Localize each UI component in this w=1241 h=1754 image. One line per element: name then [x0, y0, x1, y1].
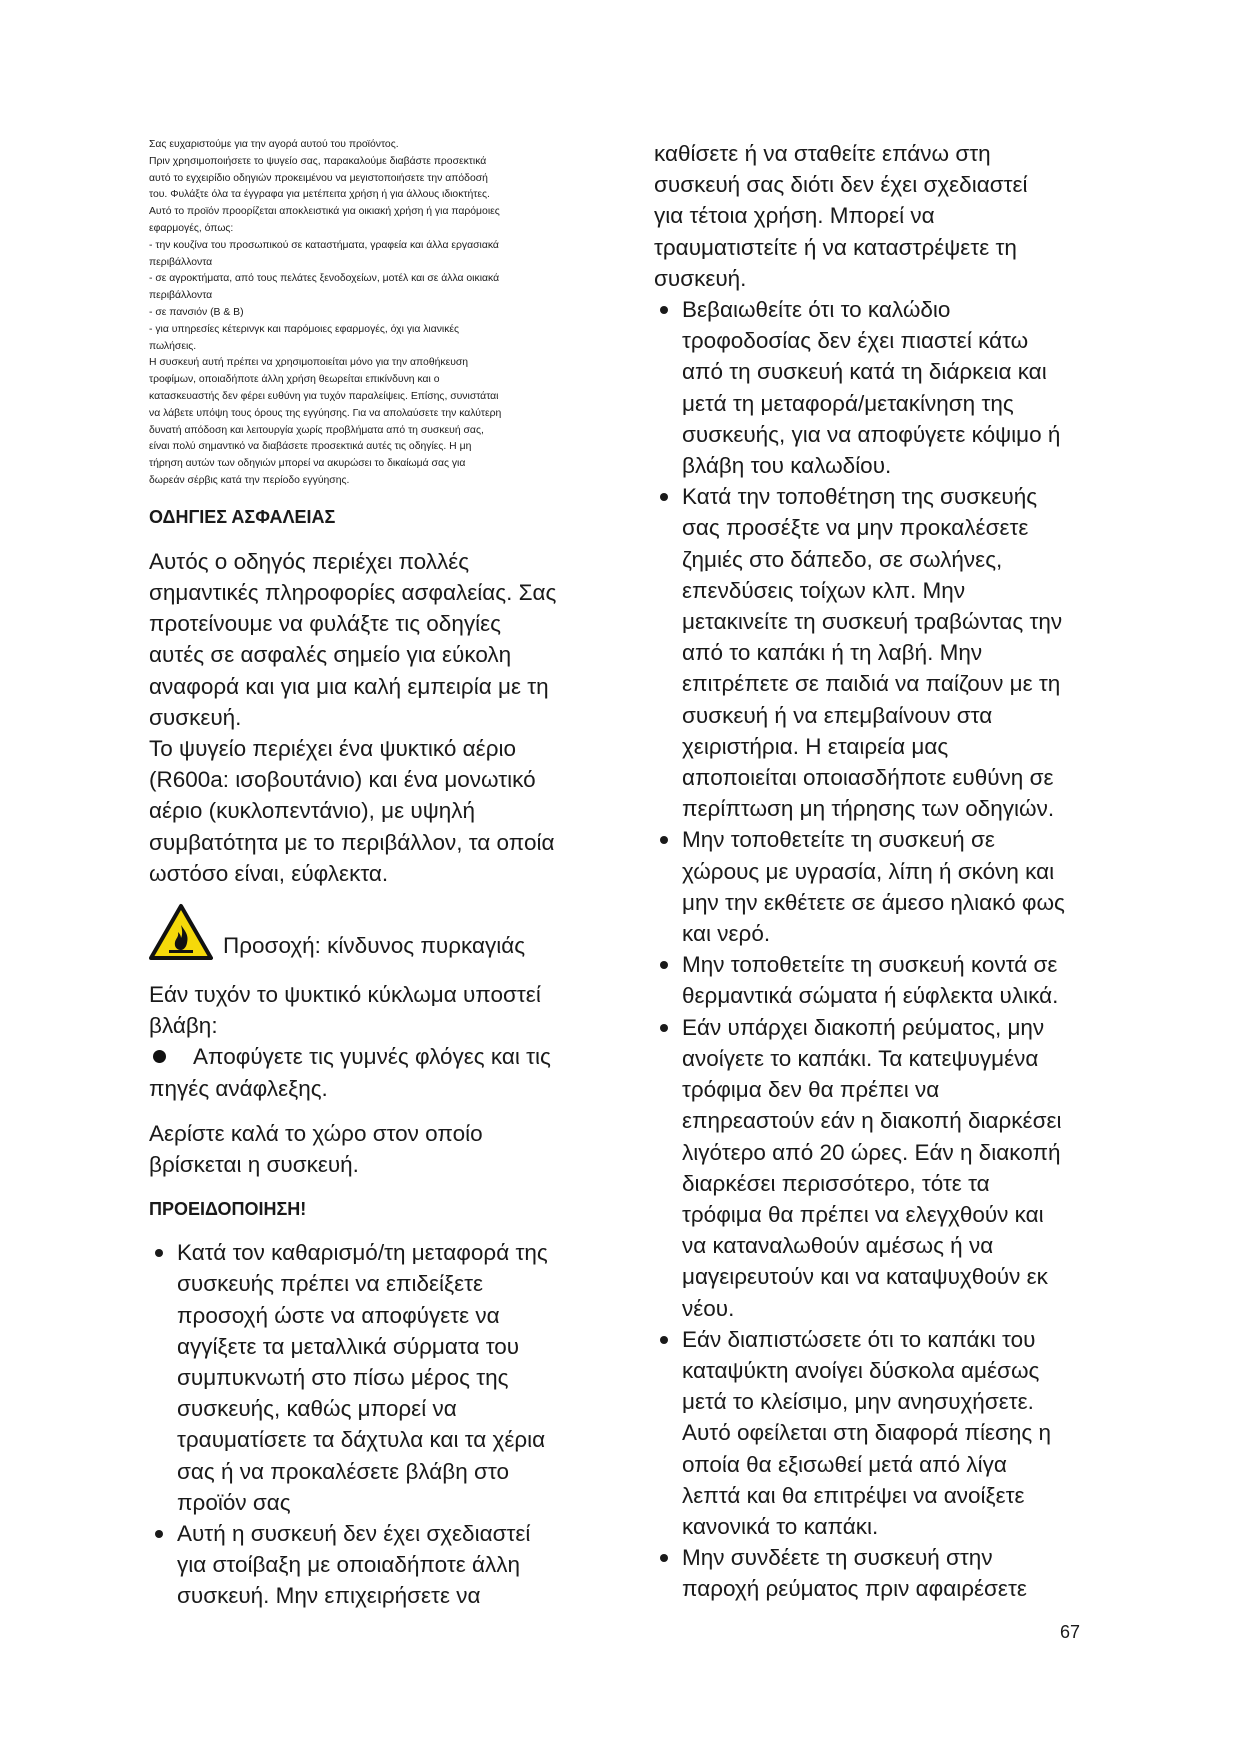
text-line: Εάν υπάρχει διακοπή ρεύματος, μην: [682, 1014, 1045, 1040]
intro-line: του. Φυλάξτε όλα τα έγγραφα για μετέπειτα χρήση ή για άλλους ιδιοκτήτες.: [149, 189, 490, 201]
intro-line: Η συσκευή αυτή πρέπει να χρησιμοποιείται μόνο για την αποθήκευση: [149, 357, 469, 369]
bullet-item: [654, 1542, 1114, 1604]
safety-paragraph-1: [149, 546, 589, 733]
bullet-dot: [660, 493, 668, 501]
text-line: αποποιείται οποιασδήποτε ευθύνη σε: [682, 765, 1054, 791]
bullet-item: [149, 1237, 589, 1518]
text-line: να καταναλωθούν αμέσως ή να: [682, 1233, 994, 1259]
text-line: αναφορά και για μια καλή εμπειρία με τη: [149, 673, 549, 699]
bullet-dot: [660, 961, 668, 969]
text-line: επηρεαστούν εάν η διακοπή διαρκέσει: [682, 1108, 1062, 1134]
bullet-item: [149, 1518, 589, 1612]
text-line: ωστόσο είναι, εύφλεκτα.: [149, 860, 389, 886]
text-line: Το ψυγείο περιέχει ένα ψυκτικό αέριο: [149, 735, 517, 761]
bullet-item: [654, 1012, 1114, 1324]
text-line: σημαντικές πληροφορίες ασφαλείας. Σας: [149, 579, 557, 605]
right-continuation-text: [654, 138, 1114, 294]
bullet-item: [654, 949, 1114, 1011]
text-line: χώρους με υγρασία, λίπη ή σκόνη και: [682, 858, 1055, 884]
text-line: λιγότερο από 20 ώρες. Εάν η διακοπή: [682, 1139, 1061, 1165]
intro-line: τήρηση αυτών των οδηγιών μπορεί να ακυρώσει το δικαίωμά σας για: [149, 458, 466, 470]
intro-line: περιβάλλοντα: [149, 256, 213, 268]
intro-text: [149, 137, 589, 490]
text-line: Αερίστε καλά το χώρο στον οποίο: [149, 1120, 483, 1146]
intro-line: αυτό το εγχειρίδιο οδηγιών προκειμένου να μεγιστοποιήσετε την απόδοσή: [149, 172, 488, 184]
text-line: Αυτός ο οδηγός περιέχει πολλές: [149, 548, 470, 574]
text-line: θερμαντικά σώματα ή εύφλεκτα υλικά.: [682, 983, 1059, 1009]
text-line: Εάν διαπιστώσετε ότι το καπάκι του: [682, 1326, 1036, 1352]
intro-line: δυνατή απόδοση και λειτουργία χωρίς προβλήματα από τη συσκευή σας,: [149, 424, 484, 436]
intro-line: δωρεάν σέρβις κατά την περίοδο εγγύησης.: [149, 474, 350, 486]
text-line: επενδύσεις τοίχων κλπ. Μην: [682, 577, 966, 603]
text-line: Μην τοποθετείτε τη συσκευή κοντά σε: [682, 952, 1058, 978]
text-line: συμπυκνωτή στο πίσω μέρος της: [177, 1365, 509, 1390]
text-line: καταψύκτη ανοίγει δύσκολα αμέσως: [682, 1357, 1040, 1383]
text-line: Αυτό οφείλεται στη διαφορά πίεσης η: [682, 1420, 1051, 1446]
text-line: μετά τη μεταφορά/μετακίνηση της: [682, 390, 1014, 416]
bullet-dot: [153, 1050, 166, 1063]
text-line: επιτρέπετε σε παιδιά να παίζουν με τη: [682, 671, 1061, 697]
text-line: Μην τοποθετείτε τη συσκευή σε: [682, 827, 995, 853]
text-line: ανοίγετε το καπάκι. Τα κατεψυγμένα: [682, 1045, 1039, 1071]
text-line: συσκευή. Μην επιχειρήσετε να: [177, 1583, 481, 1609]
text-line: μην την εκθέτετε σε άμεσο ηλιακό φως: [682, 889, 1065, 915]
text-line: κανονικά το καπάκι.: [682, 1513, 879, 1539]
warning-heading: ΠΡΟΕΙΔΟΠΟΙΗΣΗ!: [149, 1199, 307, 1220]
text-line: σας προσέξτε να μην προκαλέσετε: [682, 515, 1029, 541]
intro-line: τροφίμων, οποιαδήποτε άλλη χρήση θεωρείται επικίνδυνη και ο: [149, 374, 440, 386]
text-line: Αποφύγετε τις γυμνές φλόγες και τις: [193, 1044, 551, 1070]
intro-line: είναι πολύ σημαντικό να διαβάσετε προσεκτικά αυτές τις οδηγίες. Η μη: [149, 441, 472, 453]
fire-warning-row: [149, 903, 589, 961]
bullet-item: [654, 824, 1114, 949]
text-line: βλάβη του καλωδίου.: [682, 453, 892, 479]
text-line: συσκευή ή να επεμβαίνουν στα: [682, 702, 993, 728]
safety-heading: ΟΔΗΓΙΕΣ ΑΣΦΑΛΕΙΑΣ: [149, 506, 336, 527]
text-line: για στοίβαξη με οποιαδήποτε άλλη: [177, 1552, 521, 1578]
left-bullet-list: [149, 1237, 589, 1611]
text-line: βρίσκεται η συσκευή.: [149, 1151, 359, 1177]
intro-line: - για υπηρεσίες κέτερινγκ και παρόμοιες εφαρμογές, όχι για λιανικές: [149, 323, 460, 335]
intro-line: Σας ευχαριστούμε για την αγορά αυτού του προϊόντος.: [149, 139, 399, 150]
intro-line: να λάβετε υπόψη τους όρους της εγγύησης. Για να απολαύσετε την καλύτερη: [149, 407, 502, 419]
intro-line: εφαρμογές, όπως:: [149, 222, 234, 234]
bullet-item: [654, 481, 1114, 824]
text-line: (R600a: ισοβουτάνιο) και ένα μονωτικό: [149, 767, 536, 793]
text-line: καθίσετε ή να σταθείτε επάνω στη: [654, 141, 991, 166]
text-line: προσοχή ώστε να αποφύγετε να: [177, 1302, 500, 1328]
text-line: Εάν τυχόν το ψυκτικό κύκλωμα υποστεί: [149, 981, 541, 1007]
bullet-dot: [660, 1336, 668, 1344]
text-line: παροχή ρεύματος πριν αφαιρέσετε: [682, 1576, 1027, 1602]
text-line: τραυματίσετε τα δάχτυλα και τα χέρια: [177, 1427, 546, 1453]
text-line: μετακινείτε τη συσκευή τραβώντας την: [682, 609, 1063, 635]
text-line: Βεβαιωθείτε ότι το καλώδιο: [682, 297, 951, 323]
text-line: Κατά τον καθαρισμό/τη μεταφορά της: [177, 1240, 548, 1266]
text-line: τρόφιμα δεν θα πρέπει να: [682, 1077, 940, 1103]
bullet-item: [654, 1324, 1114, 1542]
text-line: Κατά την τοποθέτηση της συσκευής: [682, 484, 1038, 510]
bullet-dot: [660, 1024, 668, 1032]
text-line: χειριστήρια. Η εταιρεία μας: [682, 733, 949, 759]
text-line: από τη συσκευή κατά τη διάρκεια και: [682, 359, 1047, 385]
text-line: συσκευής, καθώς μπορεί να: [177, 1396, 457, 1422]
text-line: συσκευή σας διότι δεν έχει σχεδιαστεί: [654, 172, 1028, 198]
text-line: συσκευή.: [654, 265, 747, 291]
intro-line: Πριν χρησιμοποιήσετε το ψυγείο σας, παρακαλούμε διαβάστε προσεκτικά: [149, 155, 487, 167]
bullet-dot: [660, 306, 668, 314]
intro-line: - σε αγροκτήματα, από τους πελάτες ξενοδοχείων, μοτέλ και σε άλλα οικιακά: [149, 273, 500, 285]
safety-paragraph-2: [149, 733, 589, 889]
text-line: για τέτοια χρήση. Μπορεί να: [654, 203, 935, 229]
intro-line: - σε πανσιόν (B & B): [149, 306, 244, 318]
intro-line: κατασκευαστής δεν φέρει ευθύνη για τυχόν παραλείψεις. Επίσης, συνιστάται: [149, 390, 499, 402]
page-number: 67: [1060, 1622, 1081, 1642]
bullet-dot: [660, 836, 668, 844]
text-line: συμβατότητα με το περιβάλλον, τα οποία: [149, 829, 555, 855]
text-line: αγγίξετε τα μεταλλικά σύρματα του: [177, 1333, 520, 1359]
text-line: ζημιές στο δάπεδο, σε σωλήνες,: [682, 546, 1003, 572]
text-line: βλάβη:: [149, 1013, 218, 1039]
text-line: συσκευής πρέπει να επιδείξετε: [177, 1271, 484, 1297]
bullet-dot: [155, 1530, 163, 1538]
text-line: μετά το κλείσιμο, μην ανησυχήσετε.: [682, 1389, 1034, 1415]
text-line: Μην συνδέετε τη συσκευή στην: [682, 1545, 993, 1571]
text-line: Αυτή η συσκευή δεν έχει σχεδιαστεί: [177, 1521, 531, 1547]
ventilate-text: [149, 1118, 589, 1180]
damage-intro: [149, 979, 589, 1041]
intro-line: - την κουζίνα του προσωπικού σε καταστήματα, γραφεία και άλλα εργασιακά: [149, 239, 499, 251]
intro-line: Αυτό το προϊόν προορίζεται αποκλειστικά για οικιακή χρήση ή για παρόμοιες: [149, 206, 500, 218]
right-bullet-list: [654, 294, 1114, 1605]
bullet-item: [654, 294, 1114, 481]
text-line: οποία θα εξισωθεί μετά από λίγα: [682, 1451, 1007, 1477]
text-line: αυτές σε ασφαλές σημείο για εύκολη: [149, 642, 512, 668]
text-line: προϊόν σας: [177, 1489, 291, 1515]
damage-bullet: [149, 1041, 589, 1103]
intro-line: πωλήσεις.: [149, 340, 197, 352]
text-line: νέου.: [682, 1295, 735, 1321]
text-line: σας ή να προκαλέσετε βλάβη στο: [177, 1458, 509, 1484]
intro-line: περιβάλλοντα: [149, 290, 213, 302]
text-line: διαρκέσει περισσότερο, τότε τα: [682, 1170, 990, 1196]
text-line: συσκευή.: [149, 704, 242, 730]
text-line: μαγειρευτούν και να καταψυχθούν εκ: [682, 1264, 1048, 1290]
text-line: πηγές ανάφλεξης.: [149, 1075, 328, 1101]
text-line: και νερό.: [682, 921, 771, 947]
text-line: τροφοδοσίας δεν έχει πιαστεί κάτω: [682, 328, 1029, 354]
text-line: αέριο (κυκλοπεντάνιο), με υψηλή: [149, 798, 476, 824]
text-line: τραυματιστείτε ή να καταστρέψετε τη: [654, 234, 1017, 260]
text-line: περίπτωση μη τήρησης των οδηγιών.: [682, 796, 1055, 822]
text-line: προτείνουμε να φυλάξτε τις οδηγίες: [149, 611, 501, 637]
bullet-dot: [155, 1249, 163, 1257]
damage-bullet-text: [149, 1044, 551, 1100]
fire-warning-text: Προσοχή: κίνδυνος πυρκαγιάς: [223, 932, 526, 958]
right-column: [654, 138, 1114, 1605]
left-column: [149, 137, 589, 1612]
text-line: λεπτά και θα επιτρέψει να ανοίξετε: [682, 1482, 1025, 1508]
text-line: συσκευής, για να αποφύγετε κόψιμο ή: [682, 421, 1061, 447]
bullet-dot: [660, 1554, 668, 1562]
flammable-warning-icon: [149, 903, 213, 961]
text-line: τρόφιμα θα πρέπει να ελεγχθούν και: [682, 1201, 1044, 1227]
text-line: από το καπάκι ή τη λαβή. Μην: [682, 640, 983, 666]
